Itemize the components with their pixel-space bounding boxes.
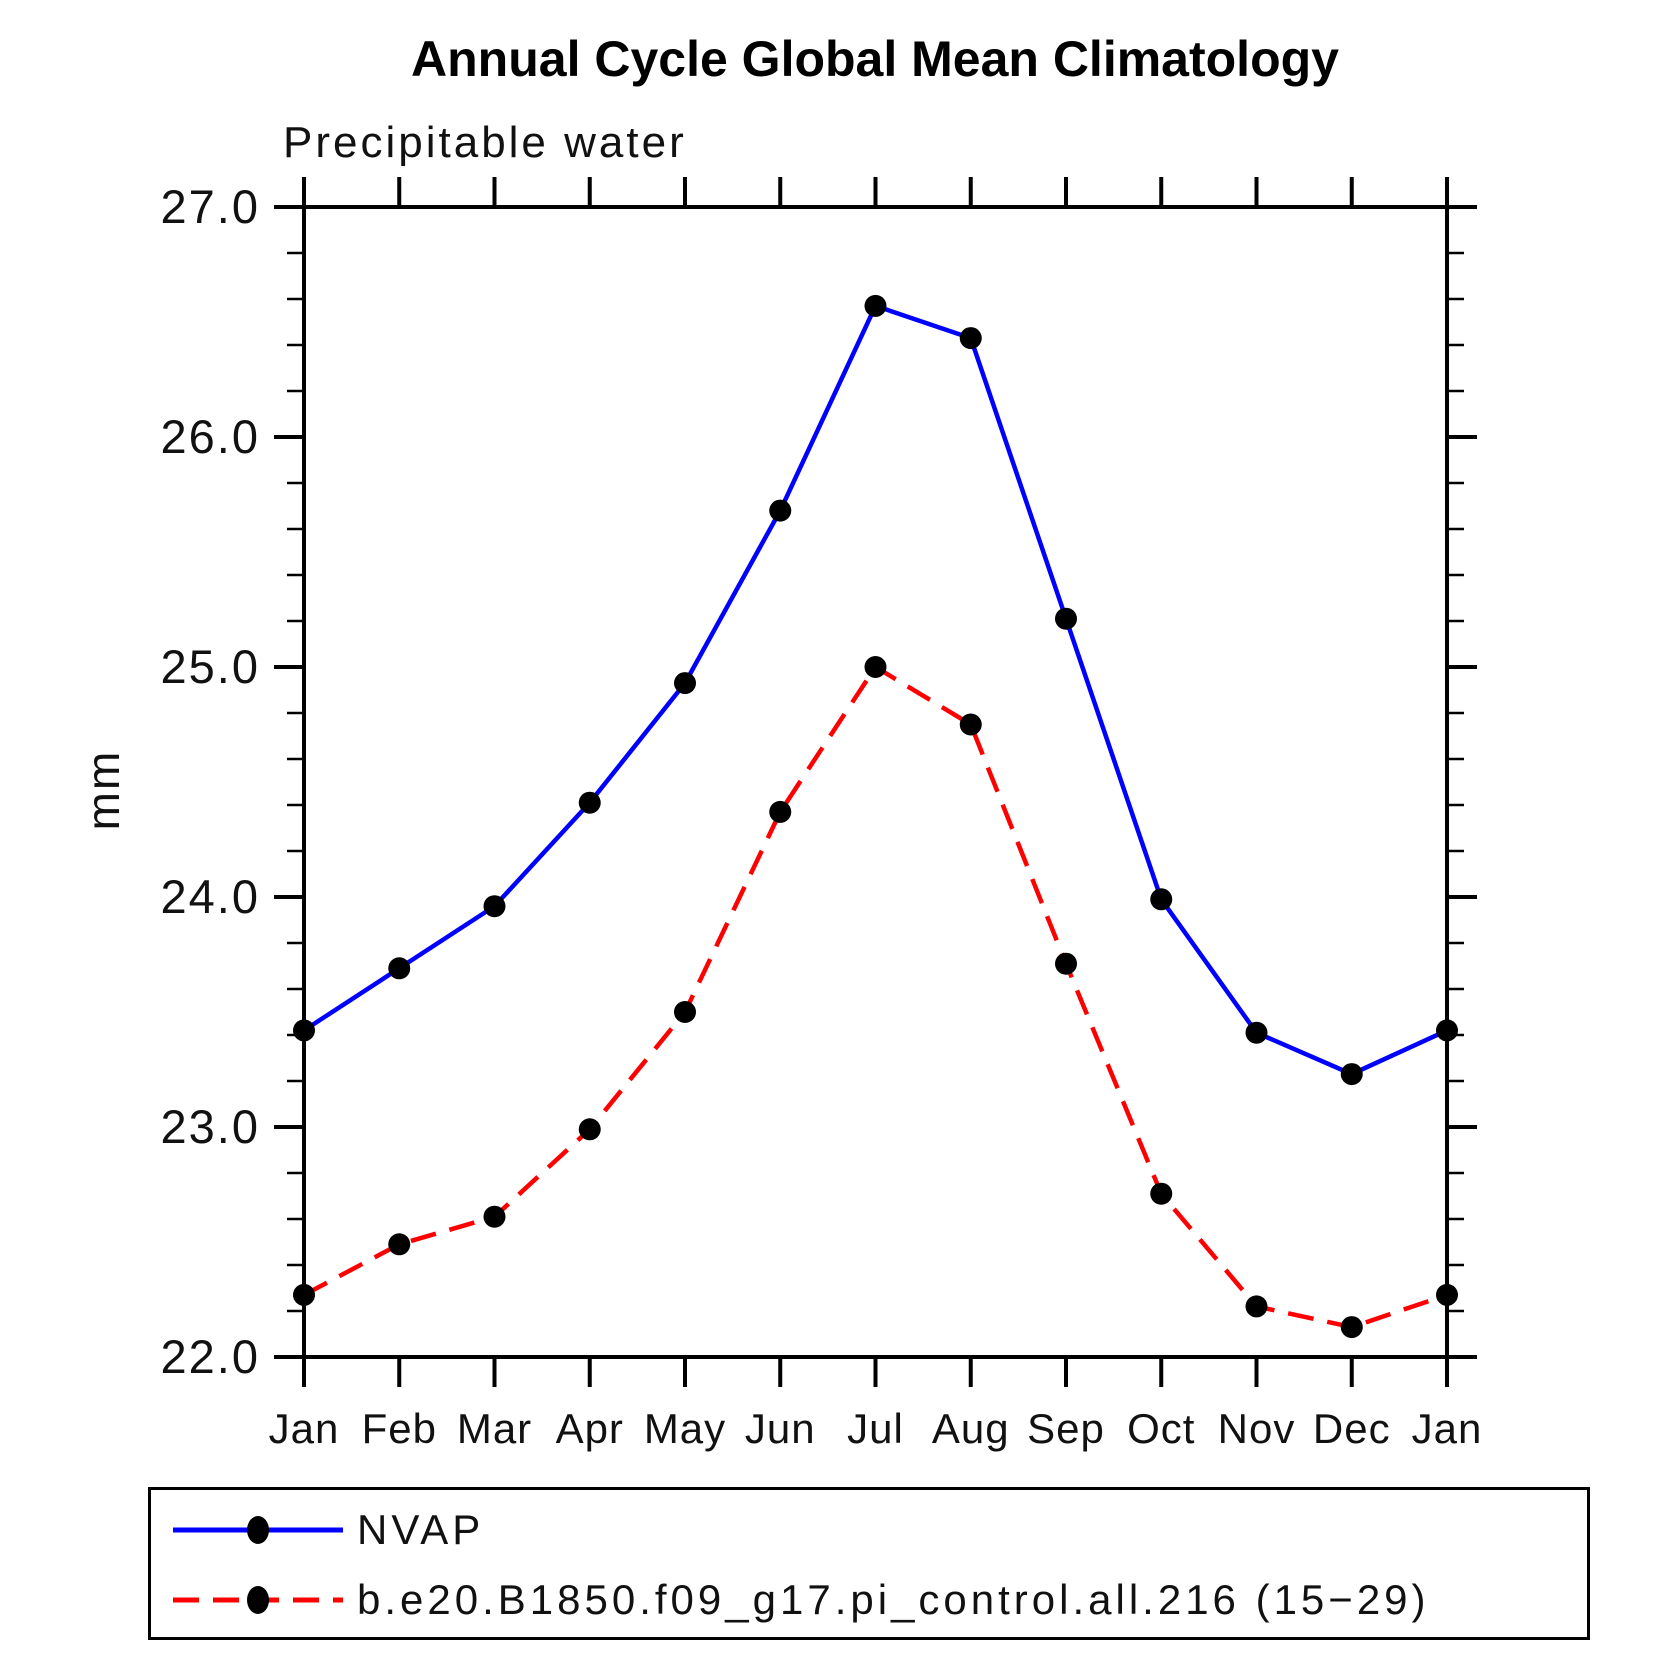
legend-item-nvap (171, 1508, 484, 1552)
x-tick-label: Sep (1027, 1405, 1105, 1452)
data-point (484, 895, 506, 917)
data-point (1150, 888, 1172, 910)
data-point (960, 714, 982, 736)
x-tick-label: Oct (1127, 1405, 1196, 1452)
legend-key-dashed-line (171, 1582, 351, 1618)
x-tick-label: May (643, 1405, 727, 1452)
legend-box (148, 1487, 1590, 1640)
data-point (1436, 1284, 1458, 1306)
legend-item-model (171, 1578, 1430, 1622)
x-tick-label: Nov (1217, 1405, 1296, 1452)
data-point (674, 1001, 696, 1023)
chart-subtitle: Precipitable water (283, 118, 687, 167)
data-point (1055, 953, 1077, 975)
data-point (769, 801, 791, 823)
data-point (1246, 1022, 1268, 1044)
data-point (388, 957, 410, 979)
data-point (960, 327, 982, 349)
data-point (865, 295, 887, 317)
legend-key-solid-line (171, 1512, 351, 1548)
legend-item-label: NVAP (357, 1506, 485, 1553)
data-point (579, 1118, 601, 1140)
data-point (388, 1233, 410, 1255)
data-point (1246, 1295, 1268, 1317)
legend-marker-icon (247, 1516, 269, 1544)
data-point (865, 656, 887, 678)
x-tick-label: Dec (1312, 1405, 1391, 1452)
series-line-nvap (304, 306, 1447, 1074)
data-point (769, 500, 791, 522)
data-point (1055, 608, 1077, 630)
data-point (1150, 1183, 1172, 1205)
data-point (674, 672, 696, 694)
y-axis-label: mm (77, 749, 129, 831)
data-point (1341, 1316, 1363, 1338)
x-tick-label: Apr (555, 1405, 624, 1452)
x-tick-label: Aug (931, 1405, 1010, 1452)
y-tick-label: 23.0 (160, 1100, 260, 1153)
y-tick-label: 26.0 (160, 410, 260, 463)
data-point (293, 1284, 315, 1306)
legend-item-label: b.e20.B1850.f09_g17.pi_control.all.216 (15−29) (357, 1576, 1430, 1623)
legend-marker-icon (247, 1586, 269, 1614)
x-tick-label: Feb (361, 1405, 437, 1452)
series-line-model (304, 667, 1447, 1327)
y-tick-label: 24.0 (160, 870, 260, 923)
x-tick-label: Jan (1411, 1405, 1483, 1452)
y-tick-label: 22.0 (160, 1330, 260, 1383)
chart-title: Annual Cycle Global Mean Climatology (411, 31, 1339, 87)
y-tick-label: 25.0 (160, 640, 260, 693)
data-point (1341, 1063, 1363, 1085)
x-tick-label: Jul (847, 1405, 904, 1452)
plot-frame (304, 207, 1447, 1357)
x-tick-label: Jan (268, 1405, 340, 1452)
data-point (293, 1019, 315, 1041)
data-point (579, 792, 601, 814)
y-tick-label: 27.0 (160, 180, 260, 233)
x-tick-label: Jun (744, 1405, 816, 1452)
data-point (1436, 1019, 1458, 1041)
data-point (484, 1206, 506, 1228)
x-tick-label: Mar (456, 1405, 533, 1452)
